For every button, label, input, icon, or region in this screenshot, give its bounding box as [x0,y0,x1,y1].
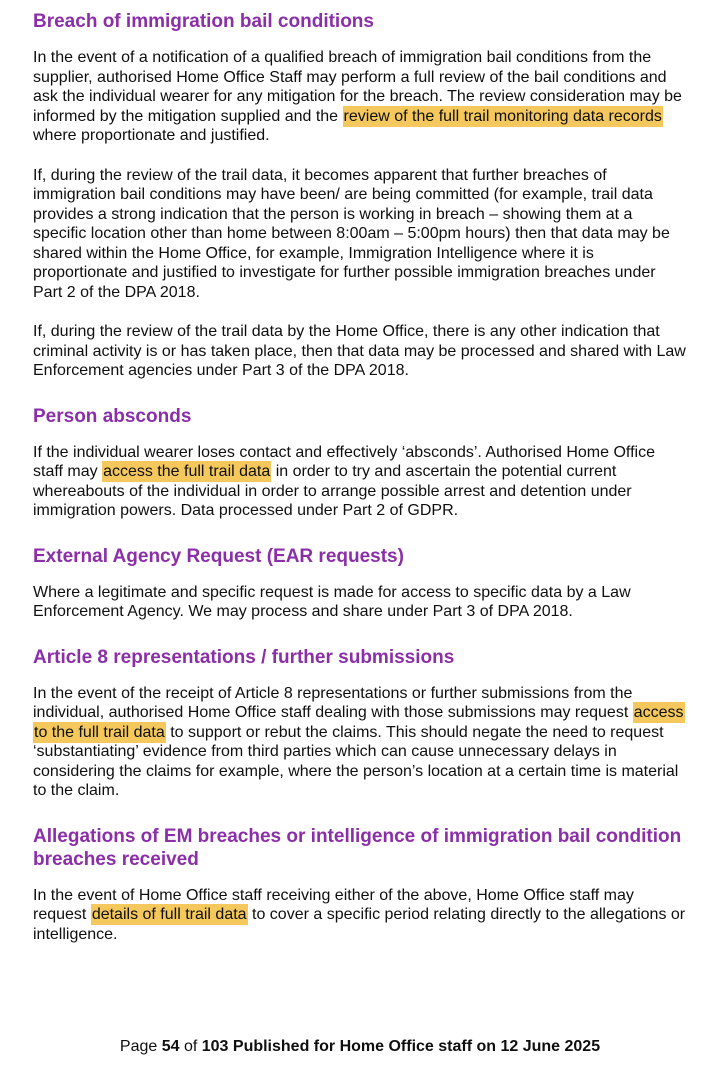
footer-page-label: Page [119,1038,162,1055]
section-external-agency-request [33,545,687,622]
highlighted-text: access the full trail data [103,463,271,480]
highlighted-text: review of the full trail monitoring data records [343,107,662,125]
body-paragraph [33,322,687,381]
section-heading: Article 8 representations / further submissions [33,646,455,668]
paragraph-text: In the event of Home Office staff receiving either of the above, Home Office staff may request [33,886,634,923]
highlighted-text: details of full trail data [91,906,247,923]
paragraph-text: to cover a specific period relating directly to the allegations or intelligence. [33,906,686,943]
footer-publication-info: 103 Published for Home Office staff on 12 June 2025 [201,1038,601,1055]
body-paragraph [33,443,687,521]
body-paragraph [33,48,687,146]
paragraph-text: where proportionate and justified. [33,127,270,144]
paragraph-text: If, during the review of the trail data, it becomes apparent that further breaches of immigration bail conditions may have been/ are being committed (for example, trail data provides a strong indication that the person is working in breach – showing them at a specific location other than home between 8:00am – 5:00pm hours) then that data may be shared within the Home Office, for example, Immigration Intelligence where it is proportionate and justified to investigate for further possible immigration breaches under Part 2 of the DPA 2018. [33,166,670,301]
paragraph-text: in order to try and ascertain the potential current whereabouts of the individual in order to arrange possible arrest and detention under immigration powers. Data processed under Part 2 of GDPR. [33,463,632,519]
section-article-8-representations [33,646,687,801]
highlighted-text: access to the full trail data [34,704,684,741]
footer-page-number: 54 [161,1038,180,1055]
page-footer [0,1037,720,1056]
body-paragraph [33,886,687,945]
paragraph-text: In the event of the receipt of Article 8 representations or further submissions from the individual, authorised Home Office staff dealing with those submissions may request [33,684,633,721]
body-paragraph [33,583,687,622]
section-heading: External Agency Request (EAR requests) [33,545,404,567]
section-heading: Breach of immigration bail conditions [33,11,374,32]
paragraph-text: If the individual wearer loses contact and effectively ‘absconds’. Authorised Home Office staff may [33,443,655,480]
section-heading: Person absconds [33,405,192,427]
paragraph-text: to support or rebut the claims. This should negate the need to request ‘substantiating’ evidence from third parties which can cause unnecessary delays in considering the claims for example, where the person’s location at a certain time is material to the claim. [33,723,679,799]
paragraph-text: If, during the review of the trail data by the Home Office, there is any other indication that criminal activity is or has taken place, then that data may be processed and shared with Law Enforcement agencies under Part 3 of the DPA 2018. [33,323,686,379]
section-allegations-of-em-breaches [33,825,687,945]
body-paragraph [33,684,687,801]
section-heading: Allegations of EM breaches or intelligence of immigration bail condition breaches received [33,825,682,870]
footer-of-label: of [179,1038,202,1055]
body-paragraph [33,166,687,303]
paragraph-text: Where a legitimate and specific request is made for access to specific data by a Law Enforcement Agency. We may process and share under Part 3 of DPA 2018. [33,583,631,620]
paragraph-text: In the event of a notification of a qualified breach of immigration bail conditions from the supplier, authorised Home Office Staff may perform a full review of the bail conditions and ask the individual wearer for any mitigation for the breach. The review consideration may be informed by the mitigation supplied and the [33,49,682,125]
section-breach-of-bail-conditions [33,10,687,381]
section-person-absconds [33,405,687,521]
